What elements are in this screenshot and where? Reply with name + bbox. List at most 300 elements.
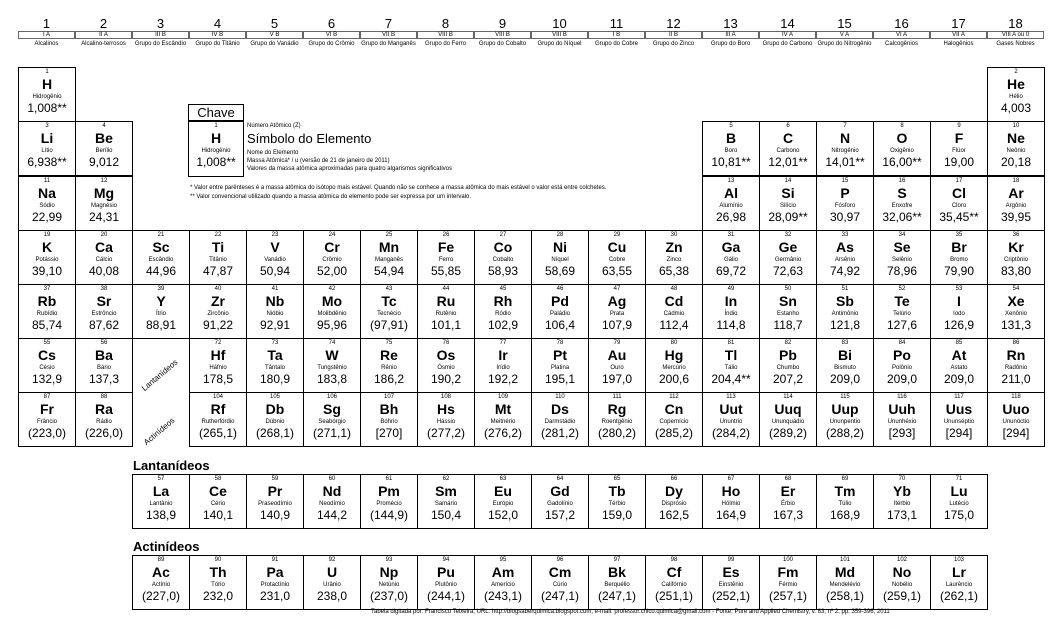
group-code: III B [132, 31, 189, 39]
element-symbol: Mo [321, 293, 343, 309]
element-symbol: Ru [436, 293, 456, 309]
element-atomic-mass: (271,1) [312, 426, 352, 440]
group-code: I B [588, 31, 645, 39]
element-cell [645, 392, 703, 447]
element-symbol: Db [265, 401, 285, 417]
element-cell [531, 474, 589, 529]
element-symbol: C [782, 130, 794, 146]
element-atomic-mass: 114,8 [716, 318, 746, 332]
element-atomic-mass: 167,3 [772, 508, 804, 522]
element-atomic-number: 55 [43, 340, 51, 346]
group-number: 17 [951, 16, 966, 31]
element-cell [531, 392, 589, 447]
group-code: VIII A ou 0 [987, 31, 1044, 39]
group-number: 10 [552, 16, 567, 31]
element-cell [474, 284, 532, 339]
element-atomic-mass: 92,91 [259, 318, 291, 332]
element-element-name: Tálio [724, 365, 738, 371]
element-symbol: Bh [379, 401, 399, 417]
element-atomic-mass: 32,06** [882, 210, 922, 224]
element-atomic-number: 8 [900, 123, 904, 129]
element-atomic-mass: 52,00 [316, 264, 348, 278]
element-atomic-mass: 140,9 [259, 508, 291, 522]
element-symbol: Dy [665, 483, 683, 499]
element-symbol: Sr [96, 293, 112, 309]
group-number: 5 [270, 16, 279, 31]
element-symbol: As [836, 239, 854, 255]
element-cell [702, 392, 760, 447]
group-number: 14 [780, 16, 795, 31]
element-element-name: Paládio [549, 311, 570, 317]
element-symbol: U [326, 564, 338, 580]
element-cell [759, 121, 817, 176]
element-cell [189, 338, 247, 393]
element-cell [474, 338, 532, 393]
element-element-name: Túlio [838, 501, 852, 507]
element-cell [588, 474, 646, 529]
element-cell [417, 474, 475, 529]
element-atomic-number: 60 [328, 476, 336, 482]
element-atomic-mass: 157,2 [544, 508, 576, 522]
element-atomic-number: 88 [100, 394, 108, 400]
element-atomic-number: 116 [897, 394, 907, 400]
element-atomic-number: 102 [896, 557, 907, 563]
element-atomic-number: 25 [385, 232, 393, 238]
element-element-name: Rênio [381, 365, 397, 371]
element-cell [588, 392, 646, 447]
element-symbol: Po [893, 347, 911, 363]
element-element-name: Neodímio [319, 501, 345, 507]
group-number: 1 [42, 16, 51, 31]
element-atomic-mass: 195,1 [544, 372, 576, 386]
element-atomic-mass: 10,81** [711, 155, 751, 169]
element-symbol: Tm [834, 483, 856, 499]
element-element-name: Polônio [891, 365, 912, 371]
element-atomic-mass: (251,1) [654, 589, 694, 603]
element-element-name: Bário [96, 365, 111, 371]
element-atomic-number: 99 [727, 557, 735, 563]
element-symbol: Am [491, 564, 515, 580]
element-cell [303, 230, 361, 285]
element-atomic-number: 77 [499, 340, 507, 346]
element-symbol: Eu [494, 483, 512, 499]
element-element-name: Criptônio [1003, 257, 1028, 263]
element-atomic-number: 115 [840, 394, 850, 400]
element-atomic-mass: 121,8 [829, 318, 861, 332]
element-symbol: Bk [608, 564, 626, 580]
group-number: 15 [837, 16, 852, 31]
element-symbol: Te [894, 293, 910, 309]
element-atomic-number: 51 [841, 286, 849, 292]
element-symbol: Cu [607, 239, 627, 255]
element-cell [930, 284, 988, 339]
element-atomic-number: 86 [1012, 340, 1020, 346]
element-atomic-mass: 175,0 [943, 508, 975, 522]
key-atomic-mass: 1,008** [196, 155, 236, 169]
element-atomic-mass: (244,1) [426, 589, 466, 603]
element-atomic-mass: 72,63 [772, 264, 804, 278]
element-symbol: Th [209, 564, 227, 580]
element-atomic-mass: 180,9 [259, 372, 291, 386]
element-atomic-mass: 173,1 [886, 508, 918, 522]
element-atomic-number: 15 [841, 178, 849, 184]
element-cell [303, 392, 361, 447]
element-cell [702, 338, 760, 393]
element-symbol: Np [379, 564, 399, 580]
element-atomic-number: 64 [556, 476, 564, 482]
element-cell [759, 474, 817, 529]
element-cell [18, 176, 76, 231]
element-atomic-number: 112 [669, 394, 679, 400]
element-atomic-mass: 54,94 [373, 264, 405, 278]
element-element-name: Ununóctio [1002, 419, 1030, 425]
group-number: 6 [327, 16, 336, 31]
element-element-name: Zinco [666, 257, 682, 263]
element-atomic-mass: 164,9 [715, 508, 747, 522]
lanthanoids-placeholder: Lantanídeos [140, 357, 180, 393]
element-cell [132, 474, 190, 529]
group-name: Alcalinos [34, 41, 59, 47]
element-symbol: Lr [952, 564, 966, 580]
element-element-name: Ouro [610, 365, 624, 371]
group-number: 7 [384, 16, 393, 31]
element-atomic-number: 94 [442, 557, 450, 563]
element-cell [417, 392, 475, 447]
element-atomic-mass: 192,2 [487, 372, 519, 386]
element-atomic-number: 95 [499, 557, 507, 563]
element-symbol: Ds [551, 401, 569, 417]
element-element-name: Ósmio [437, 365, 455, 371]
group-code: I A [18, 31, 75, 39]
element-atomic-number: 9 [957, 123, 961, 129]
element-symbol: Tc [381, 293, 397, 309]
element-element-name: Boro [724, 148, 738, 154]
element-element-name: Rubídio [36, 311, 58, 317]
element-atomic-number: 12 [100, 178, 108, 184]
element-atomic-mass: 14,01** [825, 155, 865, 169]
element-symbol: Cr [324, 239, 340, 255]
element-element-name: Vanádio [264, 257, 286, 263]
element-atomic-mass: 131,3 [1000, 318, 1032, 332]
element-atomic-number: 118 [1011, 394, 1021, 400]
key-cell [188, 121, 244, 177]
element-cell [873, 338, 931, 393]
element-atomic-number: 76 [442, 340, 450, 346]
element-atomic-number: 66 [670, 476, 678, 482]
element-atomic-number: 28 [556, 232, 564, 238]
key-mass-description-2: Valores da massa atômica aproximadas para quatro algarismos significativos [247, 166, 452, 172]
element-element-name: Selênio [891, 257, 912, 263]
element-symbol: Al [724, 185, 738, 201]
element-atomic-number: 69 [841, 476, 849, 482]
element-atomic-number: 71 [955, 476, 963, 482]
group-name: Calcogênios [884, 41, 919, 47]
element-symbol: Ir [498, 347, 508, 363]
group-code: VI B [303, 31, 360, 39]
element-atomic-number: 23 [271, 232, 279, 238]
element-atomic-mass: 39,10 [31, 264, 63, 278]
element-cell [360, 392, 418, 447]
group-name: Grupo do Zinco [652, 41, 695, 47]
key-mass-description: Massa Atômica* / u (versão de 21 de janeiro de 2011) [247, 158, 390, 164]
element-element-name: Ítrio [155, 311, 166, 317]
element-element-name: Hólmio [721, 501, 741, 507]
element-element-name: Praseodímio [258, 501, 292, 507]
element-element-name: Tório [211, 582, 225, 588]
element-symbol: Cn [664, 401, 684, 417]
element-atomic-mass: (247,1) [540, 589, 580, 603]
element-element-name: Prata [609, 311, 625, 317]
element-atomic-number: 70 [898, 476, 906, 482]
element-symbol: Zn [665, 239, 683, 255]
footnote-1: * Valor entre parênteses é a massa atômica do isótopo mais estável. Quando não se conhece a massa atômica do mais estável o valor está entre colchetes. [190, 185, 607, 191]
element-element-name: Mercúrio [662, 365, 686, 371]
element-element-name: Ununquádio [771, 419, 805, 425]
element-atomic-mass: 24,31 [88, 210, 120, 224]
element-element-name: Césio [39, 365, 55, 371]
element-symbol: Nb [265, 293, 285, 309]
element-element-name: Manganês [374, 257, 404, 263]
element-atomic-number: 31 [727, 232, 735, 238]
group-name: Grupo do Manganês [361, 41, 416, 47]
group-name: Gases Nobres [996, 41, 1035, 47]
element-atomic-number: 4 [102, 123, 106, 129]
element-atomic-mass: 101,1 [430, 318, 462, 332]
element-element-name: Platina [550, 365, 570, 371]
element-atomic-number: 61 [385, 476, 393, 482]
element-element-name: Laurêncio [945, 582, 973, 588]
element-element-name: Califórnio [661, 582, 687, 588]
element-element-name: Antimônio [831, 311, 859, 317]
element-cell [75, 121, 133, 176]
key-atomic-number: 1 [214, 123, 218, 129]
element-atomic-mass: 200,6 [658, 372, 690, 386]
element-cell [987, 392, 1045, 447]
element-cell [189, 230, 247, 285]
element-atomic-mass: 197,0 [601, 372, 633, 386]
element-cell [930, 555, 988, 610]
element-element-name: Tântalo [264, 365, 285, 371]
element-symbol: Hf [210, 347, 226, 363]
element-atomic-mass: 107,9 [601, 318, 633, 332]
group-number: 11 [609, 16, 624, 31]
element-element-name: Alumínio [719, 203, 743, 209]
element-symbol: Fe [437, 239, 455, 255]
element-atomic-mass: 47,87 [202, 264, 234, 278]
element-atomic-mass: 209,0 [886, 372, 918, 386]
element-cell [18, 67, 76, 122]
lanthanoids-title: Lantanídeos [133, 458, 210, 473]
element-element-name: Silício [779, 203, 796, 209]
element-symbol: Sb [836, 293, 854, 309]
element-element-name: Potássio [35, 257, 59, 263]
element-cell [189, 555, 247, 610]
element-atomic-number: 1 [45, 69, 49, 75]
element-cell [645, 555, 703, 610]
element-atomic-number: 82 [784, 340, 792, 346]
element-symbol: Nd [322, 483, 342, 499]
element-symbol: Xe [1007, 293, 1025, 309]
group-name: Grupo do Vanádio [250, 41, 299, 47]
element-atomic-mass: 127,6 [886, 318, 918, 332]
element-cell [816, 392, 874, 447]
element-atomic-mass: 12,01** [768, 155, 808, 169]
element-atomic-number: 105 [269, 394, 280, 400]
element-element-name: Darmstádio [544, 419, 576, 425]
element-symbol: No [892, 564, 912, 580]
element-cell [930, 474, 988, 529]
element-atomic-mass: 35,45** [939, 210, 979, 224]
element-element-name: Enxofre [891, 203, 913, 209]
element-atomic-mass: 211,0 [1001, 372, 1031, 386]
element-symbol: I [957, 293, 961, 309]
element-atomic-mass: [294] [1002, 426, 1030, 440]
element-symbol: Ta [267, 347, 283, 363]
element-element-name: Flúor [952, 148, 966, 154]
element-cell [816, 121, 874, 176]
group-number: 16 [894, 16, 909, 31]
element-element-name: Xenônio [1004, 311, 1028, 317]
element-atomic-number: 43 [385, 286, 393, 292]
element-element-name: Oxigênio [890, 148, 914, 154]
actinoids-placeholder: Actinídeos [142, 415, 177, 447]
actinoids-title: Actinídeos [133, 539, 200, 554]
element-element-name: Itérbio [893, 501, 911, 507]
element-element-name: Copernício [659, 419, 689, 425]
element-symbol: Ba [95, 347, 113, 363]
element-cell [360, 230, 418, 285]
element-atomic-number: 100 [782, 557, 793, 563]
group-name: Grupo do Boro [710, 41, 751, 47]
element-atomic-number: 6 [786, 123, 790, 129]
element-cell [930, 338, 988, 393]
element-cell [75, 230, 133, 285]
element-cell [816, 555, 874, 610]
element-atomic-number: 29 [613, 232, 621, 238]
element-element-name: Tungstênio [317, 365, 347, 371]
group-code: II A [75, 31, 132, 39]
element-cell [645, 284, 703, 339]
element-element-name: Férmio [778, 582, 798, 588]
group-name: Halogênios [943, 41, 974, 47]
element-symbol: Pd [551, 293, 569, 309]
element-symbol: Be [95, 130, 113, 146]
group-code: II B [645, 31, 702, 39]
element-element-name: Ununtrio [719, 419, 743, 425]
element-cell [987, 338, 1045, 393]
element-atomic-number: 78 [556, 340, 564, 346]
element-element-name: Seabórgio [318, 419, 346, 425]
group-number: 8 [441, 16, 450, 31]
element-symbol: Yb [893, 483, 911, 499]
element-symbol: Rn [1006, 347, 1026, 363]
element-element-name: Rádio [96, 419, 112, 425]
element-symbol: Gd [550, 483, 570, 499]
key-symbol-description: Símbolo do Elemento [247, 131, 372, 146]
element-element-name: Níquel [551, 257, 569, 263]
element-element-name: Bismuto [834, 365, 856, 371]
element-cell [474, 392, 532, 447]
element-atomic-mass: (289,2) [768, 426, 808, 440]
element-symbol: F [954, 130, 964, 146]
element-cell [588, 338, 646, 393]
element-symbol: Sn [779, 293, 797, 309]
element-cell [18, 284, 76, 339]
element-atomic-mass: 78,96 [886, 264, 918, 278]
element-atomic-number: 10 [1012, 123, 1020, 129]
element-atomic-number: 34 [898, 232, 906, 238]
element-element-name: Érbio [780, 501, 795, 507]
element-symbol: Pt [553, 347, 567, 363]
group-code: VI A [873, 31, 930, 39]
element-atomic-mass: 58,93 [487, 264, 519, 278]
element-cell [132, 555, 190, 610]
element-cell [531, 284, 589, 339]
element-atomic-number: 62 [442, 476, 450, 482]
element-atomic-number: 52 [898, 286, 906, 292]
element-atomic-mass: 50,94 [259, 264, 291, 278]
element-symbol: Ar [1008, 185, 1024, 201]
element-element-name: Frâncio [36, 419, 57, 425]
element-element-name: Ferro [438, 257, 454, 263]
element-element-name: Chumbo [776, 365, 800, 371]
element-symbol: W [325, 347, 339, 363]
element-cell [246, 392, 304, 447]
element-element-name: Berquélio [604, 582, 630, 588]
element-symbol: Lu [950, 483, 968, 499]
element-atomic-mass: 144,2 [316, 508, 348, 522]
element-atomic-number: 27 [499, 232, 507, 238]
element-atomic-mass: 209,0 [943, 372, 975, 386]
element-cell [132, 230, 190, 285]
element-symbol: Cm [548, 564, 572, 580]
element-atomic-mass: 138,9 [145, 508, 177, 522]
element-atomic-number: 97 [613, 557, 621, 563]
element-atomic-mass: 132,9 [31, 372, 63, 386]
element-atomic-number: 80 [670, 340, 678, 346]
element-symbol: Ac [152, 564, 170, 580]
element-cell [702, 230, 760, 285]
element-atomic-number: 107 [383, 394, 394, 400]
element-atomic-number: 47 [613, 286, 621, 292]
element-cell [702, 555, 760, 610]
element-element-name: Promécio [376, 501, 402, 507]
element-symbol: Ni [553, 239, 567, 255]
element-cell [360, 474, 418, 529]
element-symbol: Es [722, 564, 740, 580]
element-cell [816, 176, 874, 231]
element-cell [75, 392, 133, 447]
element-symbol: Kr [1008, 239, 1024, 255]
element-atomic-number: 81 [727, 340, 735, 346]
element-element-name: Ununhéxio [887, 419, 917, 425]
element-cell [303, 555, 361, 610]
element-atomic-number: 18 [1012, 178, 1020, 184]
element-atomic-mass: (288,2) [825, 426, 865, 440]
key-name-description: Nome do Elemento [247, 150, 299, 156]
element-atomic-mass: (144,9) [369, 508, 409, 522]
element-symbol: Ra [95, 401, 113, 417]
element-element-name: Hélio [1009, 94, 1023, 100]
element-symbol: Rf [210, 401, 226, 417]
element-atomic-mass: 28,09** [768, 210, 808, 224]
element-atomic-number: 11 [43, 178, 51, 184]
element-atomic-number: 30 [670, 232, 678, 238]
element-element-name: Netúnio [378, 582, 400, 588]
element-element-name: Tecnécio [377, 311, 401, 317]
element-atomic-number: 89 [157, 557, 165, 563]
element-symbol: P [840, 185, 850, 201]
